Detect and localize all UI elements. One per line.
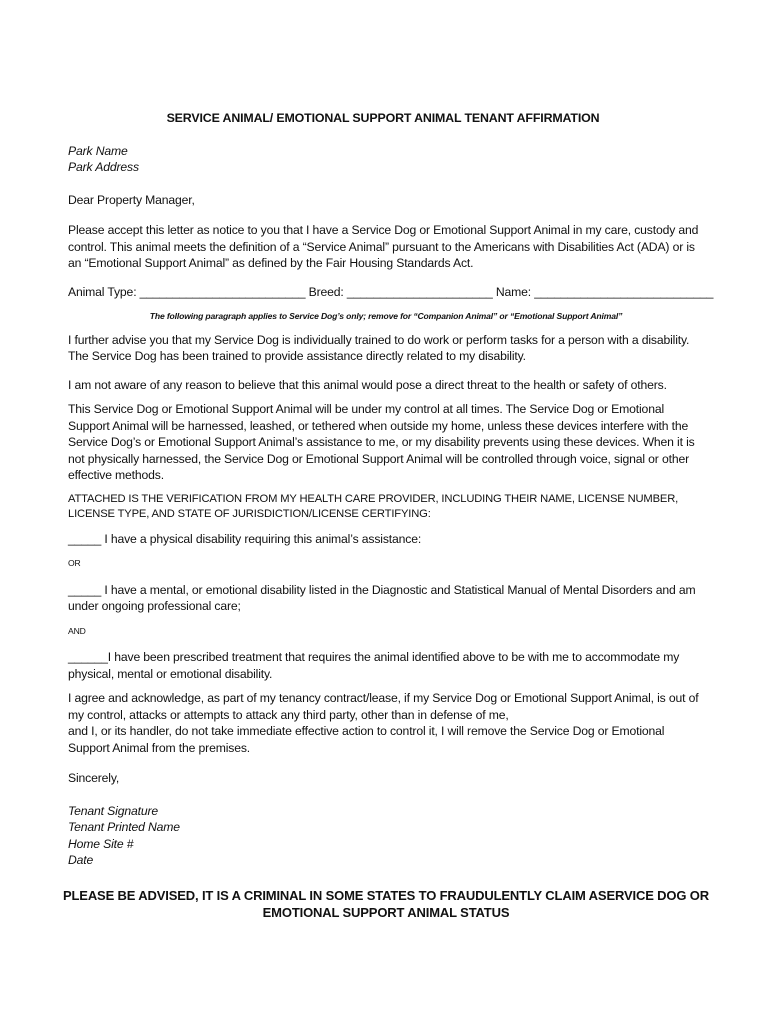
- control-paragraph: This Service Dog or Emotional Support Animal will be under my control at all times. The Service Dog or Emotional Support Animal will be harnessed, leashed, or tethered when outside my home, unless these devices interfere with the Service Dog’s or Emotional Support Animal’s assistance to me, or my disability prevents using these devices. When it is not physically harnessed, the Service Dog or Emotional Support Animal will be controlled through voice, signal or other effective methods.: [68, 402, 695, 482]
- treatment-option: ______I have been prescribed treatment that requires the animal identified above to be with me to accommodate my physical, mental or emotional disability.: [68, 650, 680, 681]
- document-body: [62, 110, 714, 921]
- document-title: SERVICE ANIMAL/ EMOTIONAL SUPPORT ANIMAL TENANT AFFIRMATION: [166, 111, 600, 125]
- animal-details-line: Animal Type: _________________________ Breed: ______________________ Name: ___________________________: [68, 284, 714, 299]
- park-address: Park Address: [68, 160, 139, 174]
- agreement-paragraph: [68, 690, 704, 756]
- fraud-warning: [58, 887, 714, 921]
- notice-paragraph: Please accept this letter as notice to you that I have a Service Dog or Emotional Support Animal in my care, custody and control. This animal meets the definition of a “Service Animal” pursuant to the Americans with Disabilities Act (ADA) or is an “Emotional Support Animal” as defined by the Fair Housing Standards Act.: [68, 223, 699, 270]
- tenant-signature-label: Tenant Signature: [68, 803, 158, 818]
- closing: Sincerely,: [68, 771, 120, 785]
- physical-disability-option: _____ I have a physical disability requiring this animal’s assistance:: [68, 531, 422, 546]
- home-site-label: Home Site #: [68, 836, 134, 851]
- fraud-warning-line-1: PLEASE BE ADVISED, IT IS A CRIMINAL IN SOME STATES TO FRAUDULENTLY CLAIM ASERVICE DOG OR: [62, 887, 709, 903]
- trained-paragraph: I further advise you that my Service Dog is individually trained to do work or perform tasks for a person with a disability. The Service Dog has been trained to provide assistance directly related to my disability.: [68, 332, 690, 363]
- date-label: Date: [68, 853, 94, 867]
- tenant-printed-name-label: Tenant Printed Name: [68, 820, 180, 834]
- or-label: OR: [68, 558, 81, 568]
- fraud-warning-line-2: EMOTIONAL SUPPORT ANIMAL STATUS: [262, 904, 510, 920]
- agreement-line-1: I agree and acknowledge, as part of my tenancy contract/lease, if my Service Dog or Emotional Support Animal, is out of my control, attacks or attempts to attack any third party, other than in defense of me,: [68, 691, 699, 722]
- greeting: Dear Property Manager,: [68, 192, 195, 207]
- verification-paragraph: ATTACHED IS THE VERIFICATION FROM MY HEALTH CARE PROVIDER, INCLUDING THEIR NAME, LICENSE NUMBER, LICENSE TYPE, AND STATE OF JURISDICTION/LICENSE CERTIFYING:: [68, 492, 679, 520]
- signature-block: [68, 803, 704, 869]
- service-dog-note: The following paragraph applies to Service Dog’s only; remove for “Companion Animal” or “Emotional Support Animal”: [149, 311, 623, 321]
- mental-disability-option: _____ I have a mental, or emotional disability listed in the Diagnostic and Statistical Manual of Mental Disorders and am under ongoing professional care;: [68, 582, 696, 613]
- threat-paragraph: I am not aware of any reason to believe that this animal would pose a direct threat to the health or safety of others.: [68, 377, 667, 392]
- park-name: Park Name: [68, 143, 128, 158]
- agreement-line-2: and I, or its handler, do not take immediate effective action to control it, I will remove the Service Dog or Emotional Support Animal from the premises.: [68, 724, 665, 755]
- and-label: AND: [68, 625, 86, 636]
